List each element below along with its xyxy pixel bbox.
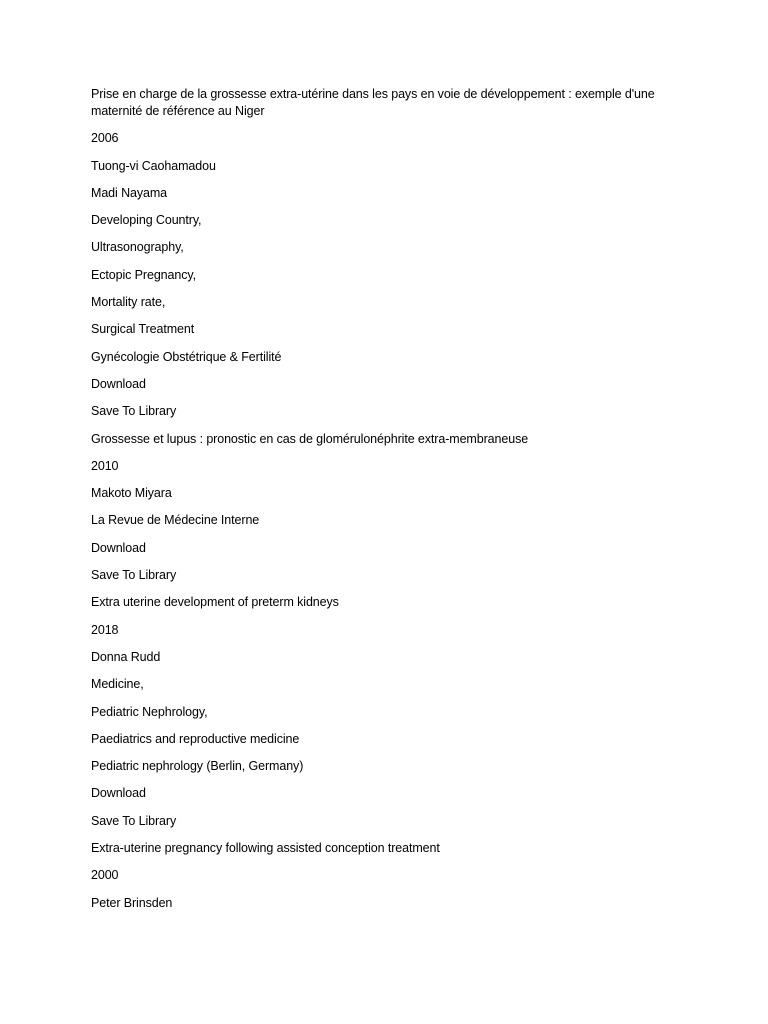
entry-tag[interactable]: Paediatrics and reproductive medicine (91, 731, 300, 746)
entry-title[interactable]: Grossesse et lupus : pronostic en cas de glomérulonéphrite extra-membraneuse (91, 431, 529, 446)
entry-tag[interactable]: Surgical Treatment (91, 322, 195, 337)
entry-journal: Pediatric nephrology (Berlin, Germany) (91, 759, 304, 774)
save-to-library-link[interactable]: Save To Library (91, 404, 177, 419)
entry-author[interactable]: Donna Rudd (91, 649, 161, 664)
entry-tag[interactable]: Mortality rate, (91, 295, 166, 310)
download-link[interactable]: Download (91, 786, 146, 801)
save-to-library-link[interactable]: Save To Library (91, 813, 177, 828)
entry-year: 2018 (91, 622, 119, 637)
entry-tag[interactable]: Pediatric Nephrology, (91, 704, 208, 719)
save-to-library-link[interactable]: Save To Library (91, 568, 177, 583)
entry-year: 2006 (91, 131, 119, 146)
entry-author[interactable]: Peter Brinsden (91, 895, 173, 910)
download-link[interactable]: Download (91, 376, 146, 391)
entry-title[interactable]: Prise en charge de la grossesse extra-utérine dans les pays en voie de développement : exemple d'une maternité de référence au Niger (91, 87, 655, 118)
entry-author[interactable]: Tuong-vi Caohamadou (91, 158, 216, 173)
entry-tag[interactable]: Medicine, (91, 677, 144, 692)
download-link[interactable]: Download (91, 540, 146, 555)
entry-year: 2000 (91, 868, 119, 883)
entry-tag[interactable]: Ultrasonography, (91, 240, 184, 255)
search-results-list (91, 86, 671, 922)
entry-author[interactable]: Madi Nayama (91, 185, 168, 200)
entry-journal: La Revue de Médecine Interne (91, 513, 260, 528)
entry-author[interactable]: Makoto Miyara (91, 486, 172, 501)
entry-year: 2010 (91, 458, 119, 473)
entry-tag[interactable]: Developing Country, (91, 213, 202, 228)
entry-journal: Gynécologie Obstétrique & Fertilité (91, 349, 282, 364)
entry-title[interactable]: Extra uterine development of preterm kidneys (91, 595, 339, 610)
entry-tag[interactable]: Ectopic Pregnancy, (91, 267, 196, 282)
entry-title[interactable]: Extra-uterine pregnancy following assisted conception treatment (91, 841, 440, 856)
